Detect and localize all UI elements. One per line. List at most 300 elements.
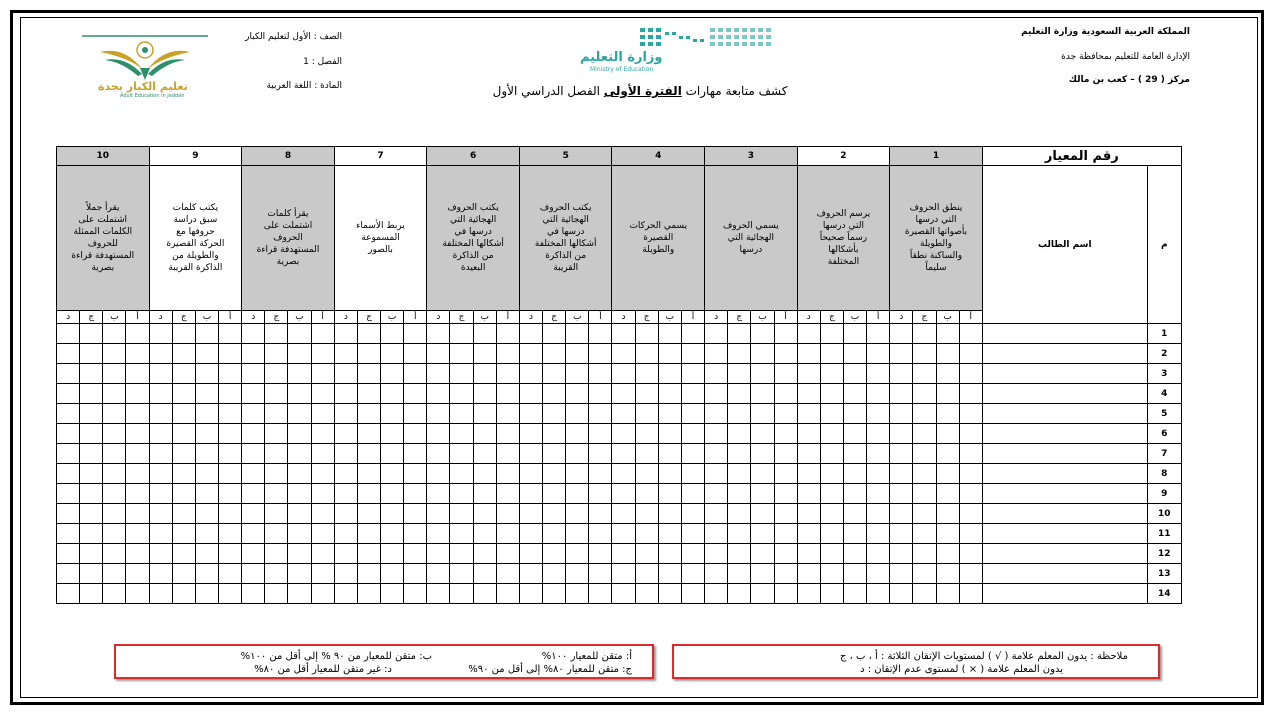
mark-cell[interactable] <box>172 484 195 504</box>
mark-cell[interactable] <box>126 324 149 344</box>
mark-cell[interactable] <box>103 344 126 364</box>
mark-cell[interactable] <box>334 344 357 364</box>
mark-cell[interactable] <box>936 584 959 604</box>
mark-cell[interactable] <box>496 384 519 404</box>
mark-cell[interactable] <box>658 464 681 484</box>
mark-cell[interactable] <box>334 424 357 444</box>
mark-cell[interactable] <box>843 424 866 444</box>
mark-cell[interactable] <box>427 384 450 404</box>
mark-cell[interactable] <box>288 504 311 524</box>
mark-cell[interactable] <box>126 364 149 384</box>
mark-cell[interactable] <box>450 504 473 524</box>
mark-cell[interactable] <box>820 444 843 464</box>
mark-cell[interactable] <box>219 504 242 524</box>
mark-cell[interactable] <box>195 424 218 444</box>
mark-cell[interactable] <box>288 464 311 484</box>
mark-cell[interactable] <box>681 464 704 484</box>
mark-cell[interactable] <box>658 504 681 524</box>
mark-cell[interactable] <box>473 344 496 364</box>
mark-cell[interactable] <box>566 524 589 544</box>
mark-cell[interactable] <box>265 524 288 544</box>
mark-cell[interactable] <box>519 444 542 464</box>
mark-cell[interactable] <box>612 524 635 544</box>
mark-cell[interactable] <box>334 564 357 584</box>
mark-cell[interactable] <box>334 524 357 544</box>
mark-cell[interactable] <box>774 584 797 604</box>
student-name-cell[interactable] <box>982 564 1147 584</box>
mark-cell[interactable] <box>172 424 195 444</box>
mark-cell[interactable] <box>635 584 658 604</box>
mark-cell[interactable] <box>473 544 496 564</box>
mark-cell[interactable] <box>404 364 427 384</box>
mark-cell[interactable] <box>80 424 103 444</box>
mark-cell[interactable] <box>311 544 334 564</box>
mark-cell[interactable] <box>195 564 218 584</box>
mark-cell[interactable] <box>890 324 913 344</box>
mark-cell[interactable] <box>450 404 473 424</box>
mark-cell[interactable] <box>612 584 635 604</box>
mark-cell[interactable] <box>219 344 242 364</box>
mark-cell[interactable] <box>57 524 80 544</box>
mark-cell[interactable] <box>242 324 265 344</box>
mark-cell[interactable] <box>774 364 797 384</box>
mark-cell[interactable] <box>427 424 450 444</box>
mark-cell[interactable] <box>450 384 473 404</box>
mark-cell[interactable] <box>519 384 542 404</box>
mark-cell[interactable] <box>126 384 149 404</box>
mark-cell[interactable] <box>681 524 704 544</box>
mark-cell[interactable] <box>797 364 820 384</box>
mark-cell[interactable] <box>195 404 218 424</box>
mark-cell[interactable] <box>705 364 728 384</box>
mark-cell[interactable] <box>242 384 265 404</box>
mark-cell[interactable] <box>728 544 751 564</box>
mark-cell[interactable] <box>681 424 704 444</box>
mark-cell[interactable] <box>242 424 265 444</box>
mark-cell[interactable] <box>589 584 612 604</box>
mark-cell[interactable] <box>219 404 242 424</box>
mark-cell[interactable] <box>751 384 774 404</box>
mark-cell[interactable] <box>149 524 172 544</box>
mark-cell[interactable] <box>751 444 774 464</box>
mark-cell[interactable] <box>357 564 380 584</box>
mark-cell[interactable] <box>473 564 496 584</box>
mark-cell[interactable] <box>797 524 820 544</box>
mark-cell[interactable] <box>797 544 820 564</box>
mark-cell[interactable] <box>658 524 681 544</box>
mark-cell[interactable] <box>450 424 473 444</box>
mark-cell[interactable] <box>867 484 890 504</box>
mark-cell[interactable] <box>149 404 172 424</box>
mark-cell[interactable] <box>172 504 195 524</box>
mark-cell[interactable] <box>566 564 589 584</box>
mark-cell[interactable] <box>219 364 242 384</box>
mark-cell[interactable] <box>635 544 658 564</box>
mark-cell[interactable] <box>728 524 751 544</box>
mark-cell[interactable] <box>867 464 890 484</box>
mark-cell[interactable] <box>843 324 866 344</box>
mark-cell[interactable] <box>774 504 797 524</box>
mark-cell[interactable] <box>519 324 542 344</box>
mark-cell[interactable] <box>843 384 866 404</box>
mark-cell[interactable] <box>80 524 103 544</box>
mark-cell[interactable] <box>149 464 172 484</box>
mark-cell[interactable] <box>219 524 242 544</box>
mark-cell[interactable] <box>103 464 126 484</box>
mark-cell[interactable] <box>890 524 913 544</box>
mark-cell[interactable] <box>543 404 566 424</box>
mark-cell[interactable] <box>103 564 126 584</box>
mark-cell[interactable] <box>57 544 80 564</box>
mark-cell[interactable] <box>913 504 936 524</box>
mark-cell[interactable] <box>473 424 496 444</box>
mark-cell[interactable] <box>543 484 566 504</box>
mark-cell[interactable] <box>57 324 80 344</box>
mark-cell[interactable] <box>959 444 982 464</box>
mark-cell[interactable] <box>381 564 404 584</box>
mark-cell[interactable] <box>913 524 936 544</box>
mark-cell[interactable] <box>427 524 450 544</box>
mark-cell[interactable] <box>381 404 404 424</box>
mark-cell[interactable] <box>820 584 843 604</box>
mark-cell[interactable] <box>172 564 195 584</box>
mark-cell[interactable] <box>658 424 681 444</box>
mark-cell[interactable] <box>959 524 982 544</box>
mark-cell[interactable] <box>867 324 890 344</box>
mark-cell[interactable] <box>172 364 195 384</box>
mark-cell[interactable] <box>311 564 334 584</box>
mark-cell[interactable] <box>543 544 566 564</box>
mark-cell[interactable] <box>705 564 728 584</box>
mark-cell[interactable] <box>867 544 890 564</box>
mark-cell[interactable] <box>149 504 172 524</box>
mark-cell[interactable] <box>612 364 635 384</box>
mark-cell[interactable] <box>635 504 658 524</box>
mark-cell[interactable] <box>566 584 589 604</box>
mark-cell[interactable] <box>820 404 843 424</box>
mark-cell[interactable] <box>728 564 751 584</box>
mark-cell[interactable] <box>311 384 334 404</box>
mark-cell[interactable] <box>265 424 288 444</box>
mark-cell[interactable] <box>959 324 982 344</box>
mark-cell[interactable] <box>658 404 681 424</box>
student-name-cell[interactable] <box>982 504 1147 524</box>
mark-cell[interactable] <box>195 504 218 524</box>
mark-cell[interactable] <box>288 544 311 564</box>
mark-cell[interactable] <box>843 544 866 564</box>
mark-cell[interactable] <box>543 384 566 404</box>
mark-cell[interactable] <box>705 344 728 364</box>
student-name-cell[interactable] <box>982 584 1147 604</box>
mark-cell[interactable] <box>219 444 242 464</box>
mark-cell[interactable] <box>681 584 704 604</box>
mark-cell[interactable] <box>496 544 519 564</box>
mark-cell[interactable] <box>80 444 103 464</box>
mark-cell[interactable] <box>381 384 404 404</box>
mark-cell[interactable] <box>311 464 334 484</box>
mark-cell[interactable] <box>843 524 866 544</box>
mark-cell[interactable] <box>404 584 427 604</box>
mark-cell[interactable] <box>519 404 542 424</box>
mark-cell[interactable] <box>867 364 890 384</box>
mark-cell[interactable] <box>103 544 126 564</box>
mark-cell[interactable] <box>195 344 218 364</box>
mark-cell[interactable] <box>959 404 982 424</box>
mark-cell[interactable] <box>797 404 820 424</box>
mark-cell[interactable] <box>774 544 797 564</box>
mark-cell[interactable] <box>705 404 728 424</box>
mark-cell[interactable] <box>311 504 334 524</box>
mark-cell[interactable] <box>473 364 496 384</box>
mark-cell[interactable] <box>913 584 936 604</box>
mark-cell[interactable] <box>103 384 126 404</box>
mark-cell[interactable] <box>774 484 797 504</box>
mark-cell[interactable] <box>450 564 473 584</box>
mark-cell[interactable] <box>658 544 681 564</box>
mark-cell[interactable] <box>705 384 728 404</box>
mark-cell[interactable] <box>288 444 311 464</box>
mark-cell[interactable] <box>936 324 959 344</box>
mark-cell[interactable] <box>404 324 427 344</box>
mark-cell[interactable] <box>867 384 890 404</box>
mark-cell[interactable] <box>913 444 936 464</box>
mark-cell[interactable] <box>519 544 542 564</box>
mark-cell[interactable] <box>288 484 311 504</box>
mark-cell[interactable] <box>705 484 728 504</box>
mark-cell[interactable] <box>890 444 913 464</box>
mark-cell[interactable] <box>566 484 589 504</box>
mark-cell[interactable] <box>658 444 681 464</box>
mark-cell[interactable] <box>265 504 288 524</box>
mark-cell[interactable] <box>357 324 380 344</box>
mark-cell[interactable] <box>496 524 519 544</box>
mark-cell[interactable] <box>427 444 450 464</box>
mark-cell[interactable] <box>566 344 589 364</box>
mark-cell[interactable] <box>635 564 658 584</box>
mark-cell[interactable] <box>774 524 797 544</box>
mark-cell[interactable] <box>728 484 751 504</box>
mark-cell[interactable] <box>519 464 542 484</box>
mark-cell[interactable] <box>751 464 774 484</box>
mark-cell[interactable] <box>797 444 820 464</box>
mark-cell[interactable] <box>311 324 334 344</box>
mark-cell[interactable] <box>797 504 820 524</box>
mark-cell[interactable] <box>589 524 612 544</box>
mark-cell[interactable] <box>427 404 450 424</box>
mark-cell[interactable] <box>589 564 612 584</box>
mark-cell[interactable] <box>265 404 288 424</box>
mark-cell[interactable] <box>57 384 80 404</box>
mark-cell[interactable] <box>913 424 936 444</box>
mark-cell[interactable] <box>681 484 704 504</box>
mark-cell[interactable] <box>519 424 542 444</box>
mark-cell[interactable] <box>774 384 797 404</box>
student-name-cell[interactable] <box>982 524 1147 544</box>
mark-cell[interactable] <box>103 404 126 424</box>
mark-cell[interactable] <box>57 504 80 524</box>
mark-cell[interactable] <box>265 484 288 504</box>
student-name-cell[interactable] <box>982 464 1147 484</box>
mark-cell[interactable] <box>172 344 195 364</box>
mark-cell[interactable] <box>80 364 103 384</box>
mark-cell[interactable] <box>543 584 566 604</box>
mark-cell[interactable] <box>936 504 959 524</box>
mark-cell[interactable] <box>450 324 473 344</box>
mark-cell[interactable] <box>820 324 843 344</box>
mark-cell[interactable] <box>357 384 380 404</box>
mark-cell[interactable] <box>867 524 890 544</box>
student-name-cell[interactable] <box>982 484 1147 504</box>
mark-cell[interactable] <box>80 504 103 524</box>
mark-cell[interactable] <box>219 584 242 604</box>
mark-cell[interactable] <box>57 424 80 444</box>
mark-cell[interactable] <box>890 564 913 584</box>
mark-cell[interactable] <box>890 504 913 524</box>
mark-cell[interactable] <box>80 484 103 504</box>
mark-cell[interactable] <box>959 424 982 444</box>
mark-cell[interactable] <box>519 584 542 604</box>
mark-cell[interactable] <box>543 424 566 444</box>
mark-cell[interactable] <box>334 324 357 344</box>
mark-cell[interactable] <box>219 564 242 584</box>
mark-cell[interactable] <box>311 444 334 464</box>
mark-cell[interactable] <box>612 444 635 464</box>
mark-cell[interactable] <box>80 404 103 424</box>
mark-cell[interactable] <box>820 384 843 404</box>
mark-cell[interactable] <box>774 404 797 424</box>
mark-cell[interactable] <box>890 384 913 404</box>
mark-cell[interactable] <box>681 404 704 424</box>
mark-cell[interactable] <box>959 384 982 404</box>
mark-cell[interactable] <box>242 524 265 544</box>
mark-cell[interactable] <box>126 544 149 564</box>
mark-cell[interactable] <box>589 404 612 424</box>
mark-cell[interactable] <box>705 544 728 564</box>
mark-cell[interactable] <box>751 584 774 604</box>
mark-cell[interactable] <box>913 324 936 344</box>
mark-cell[interactable] <box>496 564 519 584</box>
mark-cell[interactable] <box>450 524 473 544</box>
mark-cell[interactable] <box>242 464 265 484</box>
mark-cell[interactable] <box>195 544 218 564</box>
mark-cell[interactable] <box>80 384 103 404</box>
mark-cell[interactable] <box>172 324 195 344</box>
mark-cell[interactable] <box>195 484 218 504</box>
mark-cell[interactable] <box>57 584 80 604</box>
mark-cell[interactable] <box>288 564 311 584</box>
mark-cell[interactable] <box>959 364 982 384</box>
mark-cell[interactable] <box>496 344 519 364</box>
mark-cell[interactable] <box>126 584 149 604</box>
mark-cell[interactable] <box>357 584 380 604</box>
mark-cell[interactable] <box>843 584 866 604</box>
mark-cell[interactable] <box>126 524 149 544</box>
mark-cell[interactable] <box>357 344 380 364</box>
mark-cell[interactable] <box>334 464 357 484</box>
mark-cell[interactable] <box>427 584 450 604</box>
mark-cell[interactable] <box>404 544 427 564</box>
mark-cell[interactable] <box>381 424 404 444</box>
mark-cell[interactable] <box>543 504 566 524</box>
mark-cell[interactable] <box>288 584 311 604</box>
mark-cell[interactable] <box>496 484 519 504</box>
mark-cell[interactable] <box>126 464 149 484</box>
mark-cell[interactable] <box>311 484 334 504</box>
mark-cell[interactable] <box>103 444 126 464</box>
mark-cell[interactable] <box>959 464 982 484</box>
mark-cell[interactable] <box>890 424 913 444</box>
mark-cell[interactable] <box>774 424 797 444</box>
mark-cell[interactable] <box>589 344 612 364</box>
mark-cell[interactable] <box>635 384 658 404</box>
mark-cell[interactable] <box>311 524 334 544</box>
mark-cell[interactable] <box>612 484 635 504</box>
mark-cell[interactable] <box>843 364 866 384</box>
mark-cell[interactable] <box>427 464 450 484</box>
mark-cell[interactable] <box>357 364 380 384</box>
mark-cell[interactable] <box>242 344 265 364</box>
mark-cell[interactable] <box>404 344 427 364</box>
mark-cell[interactable] <box>473 384 496 404</box>
mark-cell[interactable] <box>172 444 195 464</box>
mark-cell[interactable] <box>820 544 843 564</box>
mark-cell[interactable] <box>820 464 843 484</box>
mark-cell[interactable] <box>311 424 334 444</box>
mark-cell[interactable] <box>195 444 218 464</box>
mark-cell[interactable] <box>612 424 635 444</box>
mark-cell[interactable] <box>219 324 242 344</box>
mark-cell[interactable] <box>820 344 843 364</box>
mark-cell[interactable] <box>566 364 589 384</box>
mark-cell[interactable] <box>473 464 496 484</box>
mark-cell[interactable] <box>496 404 519 424</box>
mark-cell[interactable] <box>357 484 380 504</box>
mark-cell[interactable] <box>357 404 380 424</box>
mark-cell[interactable] <box>681 444 704 464</box>
student-name-cell[interactable] <box>982 324 1147 344</box>
mark-cell[interactable] <box>566 324 589 344</box>
mark-cell[interactable] <box>242 404 265 424</box>
mark-cell[interactable] <box>172 464 195 484</box>
mark-cell[interactable] <box>959 564 982 584</box>
mark-cell[interactable] <box>57 404 80 424</box>
mark-cell[interactable] <box>589 504 612 524</box>
mark-cell[interactable] <box>219 384 242 404</box>
mark-cell[interactable] <box>751 364 774 384</box>
mark-cell[interactable] <box>635 524 658 544</box>
mark-cell[interactable] <box>242 504 265 524</box>
mark-cell[interactable] <box>57 364 80 384</box>
mark-cell[interactable] <box>843 344 866 364</box>
mark-cell[interactable] <box>820 524 843 544</box>
mark-cell[interactable] <box>612 324 635 344</box>
mark-cell[interactable] <box>913 384 936 404</box>
mark-cell[interactable] <box>890 464 913 484</box>
mark-cell[interactable] <box>705 524 728 544</box>
mark-cell[interactable] <box>681 364 704 384</box>
mark-cell[interactable] <box>195 384 218 404</box>
mark-cell[interactable] <box>126 444 149 464</box>
mark-cell[interactable] <box>519 564 542 584</box>
mark-cell[interactable] <box>381 444 404 464</box>
mark-cell[interactable] <box>543 444 566 464</box>
mark-cell[interactable] <box>404 384 427 404</box>
mark-cell[interactable] <box>867 444 890 464</box>
mark-cell[interactable] <box>543 464 566 484</box>
mark-cell[interactable] <box>751 544 774 564</box>
mark-cell[interactable] <box>357 504 380 524</box>
mark-cell[interactable] <box>774 464 797 484</box>
